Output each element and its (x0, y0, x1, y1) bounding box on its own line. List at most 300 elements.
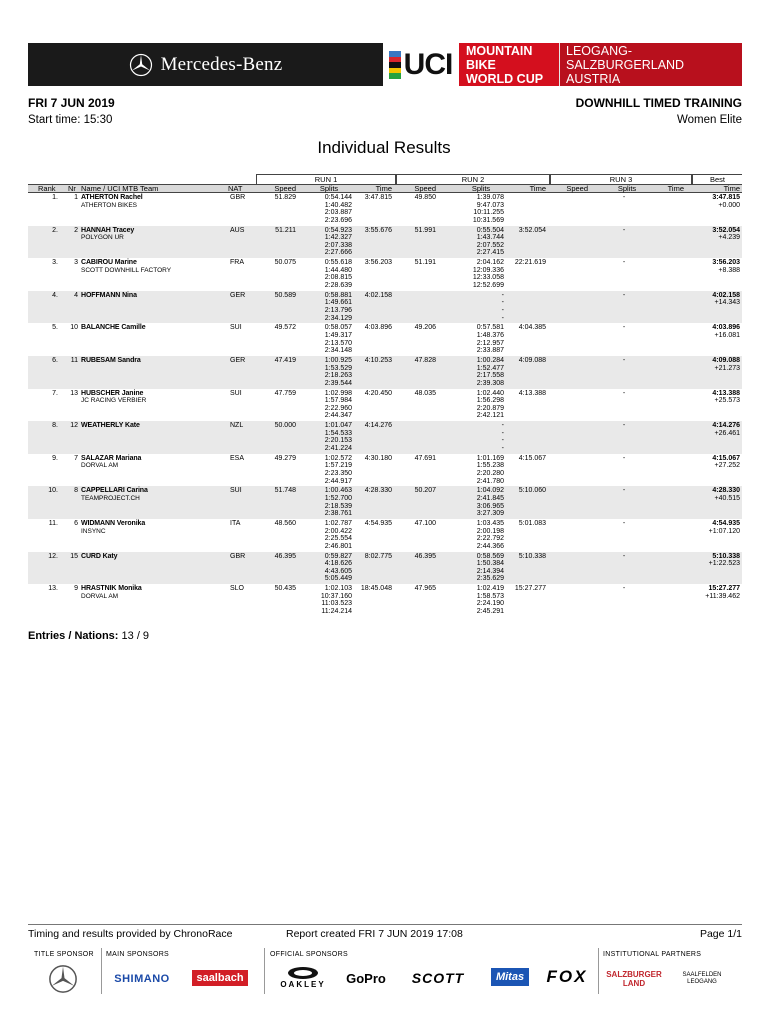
run1-splits-cell (304, 324, 352, 354)
saalbach-wordmark: saalbach (192, 970, 247, 986)
run1-splits-cell-line: 2:18.263 (324, 372, 352, 380)
best-time-cell (692, 487, 740, 502)
gap-to-leader: +1:07.120 (708, 527, 740, 535)
oakley-ellipse-icon (286, 966, 320, 980)
race-date: FRI 7 JUN 2019 (28, 96, 115, 110)
run1-splits-cell-line: 2:25.554 (324, 535, 352, 543)
run2-splits-cell-line: 0:58.569 (476, 552, 504, 560)
rider-cell (81, 390, 146, 405)
run2-time-cell: 5:10.060 (518, 487, 546, 495)
best-time-cell (692, 357, 740, 372)
run1-splits-cell-line: 1:57.219 (324, 462, 352, 470)
run2-splits-cell-line: 10:11.255 (473, 209, 504, 217)
run2-splits-cell (456, 259, 504, 289)
run2-splits-cell-line: 12:09.336 (472, 266, 504, 274)
rider-name: RUBESAM Sandra (81, 356, 141, 364)
saalfelden-leogang-logo: SAALFELDEN LEOGANG (682, 972, 722, 985)
run2-splits-cell-line: 2:20.280 (476, 469, 504, 477)
run3-splits-cell: - (622, 226, 626, 234)
sponsor-divider (598, 948, 599, 994)
run2-splits-cell-line: 2:17.558 (476, 372, 504, 380)
rider-cell (81, 357, 141, 365)
gap-to-leader: +27.252 (714, 462, 740, 470)
best-time-cell (692, 455, 740, 470)
run1-splits-cell-line: 4:43.605 (324, 567, 352, 575)
best-time: 4:15.067 (712, 454, 740, 462)
run2-splits-cell-line: 1:00.284 (476, 356, 504, 364)
run1-splits-cell-line: 2:34.148 (324, 347, 352, 355)
mercedes-footer-logo (46, 962, 80, 996)
col-time2: Time (529, 184, 546, 193)
run1-splits-cell-line: 11:03.523 (321, 600, 352, 608)
run2-splits-cell-line: 2:27.415 (476, 249, 504, 257)
rank-cell: 4. (52, 291, 58, 299)
run2-speed-cell: 48.035 (414, 389, 436, 397)
run2-splits-cell-line: 2:45.291 (476, 607, 504, 615)
best-time-cell (692, 585, 740, 600)
nation-cell: AUS (230, 226, 245, 234)
col-name: Name / UCI MTB Team (81, 184, 159, 193)
page-number: Page 1/1 (699, 928, 742, 940)
run2-splits-cell-line: 2:07.552 (476, 241, 504, 249)
run1-splits-cell-line: 2:34.129 (324, 314, 352, 322)
table-row (28, 258, 742, 291)
run2-splits-cell (456, 357, 504, 387)
mercedes-star-icon (129, 53, 153, 77)
run1-splits-cell-line: 0:55.618 (324, 259, 352, 267)
bib-number-cell: 10 (70, 324, 78, 332)
table-row (28, 486, 742, 519)
run2-splits-cell-line: 2:42.121 (476, 412, 504, 420)
run1-speed-cell: 51.211 (275, 226, 296, 234)
gap-to-leader: +11:39.462 (705, 592, 740, 600)
col-speed1: Speed (274, 184, 296, 193)
best-time: 3:56.203 (712, 259, 740, 267)
rider-cell (81, 227, 134, 242)
run2-splits-cell-line: 2:33.887 (476, 347, 504, 355)
run2-splits-cell-line: 0:55.504 (476, 226, 504, 234)
gap-to-leader: +26.461 (714, 429, 740, 437)
rider-name: BALANCHE Camille (81, 324, 146, 332)
run1-splits-cell (304, 357, 352, 387)
run2-splits-cell-line: 12:52.699 (472, 281, 504, 289)
run2-speed-cell: 47.828 (414, 356, 436, 364)
run2-time-cell: 3:52.054 (518, 226, 546, 234)
run1-splits-cell-line: 1:02.103 (324, 585, 352, 593)
run1-time-cell: 18:45.048 (360, 585, 392, 593)
col-best-time: Time (723, 184, 740, 193)
nation-cell: ITA (230, 519, 241, 527)
bib-number-cell: 7 (74, 454, 78, 462)
best-time: 4:02.158 (712, 291, 740, 299)
gap-to-leader: +1:22.523 (708, 560, 740, 568)
bib-number-cell: 15 (70, 552, 78, 560)
run3-splits-cell: - (622, 552, 626, 560)
header-banner (28, 43, 742, 86)
run1-speed-cell: 51.829 (274, 194, 296, 201)
run1-speed-cell: 51.748 (274, 487, 296, 495)
run1-splits-cell-line: 4:18.626 (324, 560, 352, 568)
run2-splits-cell-line: 2:12.957 (476, 339, 504, 347)
sponsor-divider (101, 948, 102, 994)
run1-splits-cell-line: 1:44.480 (324, 266, 352, 274)
nation-cell: GBR (230, 552, 246, 560)
team-name: DORVAL AM (81, 592, 119, 600)
rider-name: WIDMANN Veronika (81, 519, 146, 527)
run2-splits-cell-line: 1:04.092 (476, 487, 504, 495)
best-time-cell (692, 520, 740, 535)
mitas-logo (484, 966, 536, 988)
run1-splits-cell-line: 2:22.960 (324, 404, 352, 412)
run2-splits-cell (456, 487, 504, 517)
run1-splits-cell-line: 0:54.144 (324, 194, 352, 201)
table-row (28, 421, 742, 454)
run1-time-cell: 3:55.676 (364, 226, 392, 234)
run2-splits-cell-line: 1:03.435 (476, 519, 504, 527)
run2-splits-cell-line: 2:39.308 (476, 379, 504, 387)
run2-splits-cell-line: - (501, 299, 504, 307)
run3-splits-cell: - (622, 259, 626, 267)
run1-splits-cell-line: 2:46.801 (324, 542, 352, 550)
run1-splits-cell (304, 520, 352, 550)
run1-splits-cell-line: 0:54.923 (324, 226, 352, 234)
run1-time-cell: 4:02.158 (364, 291, 392, 299)
run1-splits-cell-line: 2:07.338 (324, 241, 352, 249)
run2-speed-cell: 47.965 (414, 585, 436, 593)
rider-name: SALAZAR Mariana (81, 454, 142, 462)
run2-splits-cell-line: 3:06.965 (476, 502, 504, 510)
run1-time-cell: 4:10.253 (364, 356, 392, 364)
team-name: TEAMPROJECT.CH (81, 494, 140, 502)
rank-cell: 10. (48, 487, 58, 495)
run2-splits-cell-line: 2:44.366 (476, 542, 504, 550)
rider-cell (81, 553, 117, 561)
run2-splits-cell-line: - (501, 422, 504, 430)
run2-time-cell: 4:13.388 (518, 389, 546, 397)
institutional-partners-label: INSTITUTIONAL PARTNERS (603, 951, 702, 958)
best-time-cell (692, 553, 740, 568)
run2-splits-cell-line: 2:22.792 (476, 535, 504, 543)
best-time: 4:54.935 (712, 519, 740, 527)
run2-splits-cell-line: 2:24.190 (476, 600, 504, 608)
uci-logo (383, 43, 459, 86)
run2-splits-cell-line: - (501, 444, 504, 452)
run1-splits-cell-line: 2:03.887 (324, 209, 352, 217)
report-created: Report created FRI 7 JUN 2019 17:08 (286, 928, 463, 940)
nation-cell: SLO (230, 585, 245, 593)
run2-splits-cell (456, 194, 504, 224)
run1-time-cell: 4:20.450 (364, 389, 392, 397)
bib-number-cell: 6 (74, 519, 78, 527)
run1-splits-cell-line: 2:20.153 (324, 437, 352, 445)
rider-cell (81, 455, 141, 470)
col-speed3: Speed (566, 184, 588, 193)
rider-name: CAPPELLARI Carina (81, 487, 148, 495)
gopro-logo: GoPro (346, 970, 386, 986)
table-row (28, 226, 742, 259)
oakley-logo (276, 962, 330, 992)
entries-value: 13 / 9 (121, 630, 150, 642)
nation-cell: FRA (230, 259, 244, 267)
run2-splits-cell-line: 2:00.198 (476, 527, 504, 535)
bib-number-cell: 11 (70, 356, 78, 364)
run1-splits-cell-line: 2:08.815 (324, 274, 352, 282)
run1-splits-cell-line: 2:41.224 (324, 444, 352, 452)
gap-to-leader: +25.573 (714, 397, 740, 405)
best-time-cell (692, 194, 740, 209)
nation-cell: SUI (230, 389, 242, 397)
run1-speed-cell: 47.759 (274, 389, 296, 397)
run3-splits-cell: - (622, 324, 626, 332)
run2-splits-cell-line: 1:02.440 (476, 389, 504, 397)
run1-speed-cell: 50.589 (274, 291, 296, 299)
rank-cell: 13. (48, 585, 58, 593)
run1-splits-cell-line: 2:27.666 (324, 249, 352, 257)
run1-splits-cell (304, 390, 352, 420)
run1-time-cell: 8:02.775 (364, 552, 392, 560)
run2-time-cell: 4:09.088 (518, 356, 546, 364)
run1-splits-cell-line: 1:49.661 (324, 299, 352, 307)
series-label (459, 43, 559, 86)
run1-splits-cell-line: 1:02.787 (324, 519, 352, 527)
fox-logo: FOX (546, 967, 588, 986)
rider-cell (81, 259, 171, 274)
run2-splits-cell (456, 324, 504, 354)
run2-time-cell: 4:04.385 (518, 324, 546, 332)
shimano-logo: SHIMANO (114, 973, 170, 985)
run2-splits-cell-line: - (501, 306, 504, 314)
run1-splits-cell-line: 1:53.529 (324, 364, 352, 372)
table-row (28, 193, 742, 226)
run1-time-cell: 4:28.330 (364, 487, 392, 495)
run1-splits-cell (304, 292, 352, 322)
run1-splits-cell-line: 2:23.350 (324, 469, 352, 477)
uci-wordmark: UCI (403, 47, 453, 81)
run1-splits-cell-line: 1:02.572 (324, 454, 352, 462)
run3-splits-cell: - (622, 291, 626, 299)
run1-splits-cell-line: 1:00.463 (324, 487, 352, 495)
bib-number-cell: 9 (74, 585, 78, 593)
run2-splits-cell (456, 292, 504, 322)
gap-to-leader: +16.081 (714, 331, 740, 339)
run2-speed-cell: 49.206 (414, 324, 436, 332)
run1-splits-cell-line: 10:37.160 (320, 592, 352, 600)
run1-speed-cell: 48.560 (274, 519, 296, 527)
document-title: Individual Results (317, 138, 451, 157)
best-time: 4:28.330 (712, 487, 740, 495)
run1-speed-cell: 46.395 (274, 552, 296, 560)
run1-splits-cell (304, 194, 352, 224)
run1-splits-cell-line: 1:57.984 (324, 397, 352, 405)
run2-splits-cell-line: 12:33.058 (472, 274, 504, 282)
gap-to-leader: +14.343 (714, 299, 740, 307)
run1-splits-cell-line: 2:39.544 (324, 379, 352, 387)
best-time: 4:03.896 (712, 324, 740, 332)
col-splits1: Splits (319, 184, 339, 193)
table-row (28, 356, 742, 389)
run2-splits-cell-line: 2:35.629 (476, 575, 504, 583)
team-name: ATHERTON BIKES (81, 201, 137, 209)
gap-to-leader: +4.239 (718, 234, 740, 242)
entries-summary (28, 630, 149, 642)
nation-cell: SUI (230, 487, 242, 495)
best-time: 4:13.388 (712, 389, 740, 397)
run2-speed-cell: 51.191 (414, 259, 436, 267)
title-sponsor-banner (28, 43, 383, 86)
team-name: POLYGON UR (81, 234, 124, 242)
run2-splits-cell-line: 10:31.569 (472, 216, 504, 224)
official-sponsors-label: OFFICIAL SPONSORS (270, 951, 348, 958)
table-row (28, 291, 742, 324)
series-line-1: MOUNTAIN BIKE (466, 43, 533, 72)
saalbach-logo (182, 968, 258, 988)
gap-to-leader: +40.515 (714, 494, 740, 502)
run1-splits-cell (304, 553, 352, 583)
nation-cell: GBR (230, 194, 246, 201)
run1-time-cell: 4:54.935 (364, 519, 392, 527)
run2-splits-cell (456, 227, 504, 257)
run3-splits-cell: - (622, 487, 626, 495)
run2-splits-cell-line: 1:55.238 (476, 462, 504, 470)
rank-cell: 12. (48, 552, 58, 560)
main-sponsors-label: MAIN SPONSORS (106, 951, 170, 958)
run2-group-label: RUN 2 (396, 174, 550, 184)
best-time: 3:52.054 (712, 226, 740, 234)
venue-line-2: AUSTRIA (566, 71, 621, 86)
run1-speed-cell: 50.435 (274, 585, 296, 593)
best-time-cell (692, 227, 740, 242)
rider-cell (81, 324, 146, 332)
run1-splits-cell-line: 2:28.639 (324, 281, 352, 289)
run2-splits-cell-line: - (501, 314, 504, 322)
run1-splits-cell-line: 2:18.539 (324, 502, 352, 510)
rider-cell (81, 422, 140, 430)
uci-rainbow-stripes (389, 51, 401, 79)
run2-splits-cell-line: 1:48.376 (476, 331, 504, 339)
rider-name: HUBSCHER Janine (81, 389, 144, 397)
rider-name: HANNAH Tracey (81, 226, 135, 234)
run1-splits-cell (304, 585, 352, 615)
run2-splits-cell-line: - (501, 429, 504, 437)
mercedes-wordmark: Mercedes-Benz (160, 53, 283, 75)
run3-splits-cell: - (622, 519, 626, 527)
run2-splits-cell (456, 520, 504, 550)
rank-cell: 8. (52, 422, 58, 430)
best-time-cell (692, 390, 740, 405)
run1-splits-cell-line: 2:13.570 (324, 339, 352, 347)
run2-time-cell: 4:15.067 (518, 454, 546, 462)
run2-splits-cell-line: - (501, 291, 504, 299)
best-time: 3:47.815 (712, 194, 740, 201)
table-row (28, 389, 742, 422)
run2-time-cell: 5:10.338 (518, 552, 546, 560)
bib-number-cell: 2 (74, 226, 78, 234)
bib-number-cell: 4 (74, 291, 78, 299)
best-time-cell (692, 324, 740, 339)
run1-splits-cell-line: 1:49.317 (324, 331, 352, 339)
run2-time-cell: 15:27.277 (514, 585, 546, 593)
col-time3: Time (667, 184, 684, 193)
rank-cell: 7. (52, 389, 58, 397)
run1-splits-cell-line: 1:40.482 (324, 201, 352, 209)
run1-splits-cell-line: 2:44.917 (324, 477, 352, 485)
col-splits3: Splits (617, 184, 637, 193)
run1-time-cell: 3:56.203 (364, 259, 392, 267)
run2-splits-cell-line: 1:58.573 (476, 592, 504, 600)
run2-splits-cell-line: 1:56.298 (476, 397, 504, 405)
venue-line-1: LEOGANG-SALZBURGERLAND (566, 43, 685, 72)
run1-splits-cell-line: 5:05.449 (324, 575, 352, 583)
run2-splits-cell-line: 0:57.581 (476, 324, 504, 332)
best-time: 15:27.277 (708, 585, 740, 593)
mercedes-logo (129, 53, 283, 77)
entries-label: Entries / Nations: (28, 630, 119, 642)
run2-splits-cell-line: 3:27.309 (476, 510, 504, 518)
run1-splits-cell-line: 1:52.700 (324, 494, 352, 502)
run3-splits-cell: - (622, 454, 626, 462)
run2-splits-cell-line: 2:41.780 (476, 477, 504, 485)
rider-cell (81, 585, 142, 600)
run1-splits-cell (304, 455, 352, 485)
gap-to-leader: +0.000 (718, 201, 740, 209)
run2-time-cell: 22:21.619 (514, 259, 546, 267)
table-row (28, 454, 742, 487)
table-row (28, 552, 742, 585)
run2-splits-cell-line: 2:20.879 (476, 404, 504, 412)
footer-divider (28, 924, 742, 925)
run2-speed-cell: 46.395 (414, 552, 436, 560)
run1-splits-cell (304, 422, 352, 452)
best-time-cell (692, 292, 740, 307)
run2-splits-cell-line: 1:52.477 (476, 364, 504, 372)
run2-splits-cell-line: - (501, 437, 504, 445)
rank-cell: 2. (52, 226, 58, 234)
rider-name: ATHERTON Rachel (81, 194, 143, 201)
run2-splits-cell-line: 1:50.384 (476, 560, 504, 568)
run2-speed-cell: 47.100 (414, 519, 436, 527)
run1-splits-cell-line: 1:54.533 (324, 429, 352, 437)
run2-speed-cell: 51.991 (414, 226, 436, 234)
run1-time-cell: 4:30.180 (364, 454, 392, 462)
run2-splits-cell-line: 1:43.744 (476, 234, 504, 242)
run3-splits-cell: - (622, 356, 626, 364)
run1-splits-cell-line: 1:42.327 (324, 234, 352, 242)
best-time: 4:14.276 (712, 422, 740, 430)
run2-splits-cell (456, 390, 504, 420)
oakley-wordmark: OAKLEY (280, 979, 326, 989)
run1-splits-cell (304, 487, 352, 517)
col-nat: NAT (228, 184, 243, 193)
best-time-cell (692, 422, 740, 437)
run1-splits-cell-line: 0:58.057 (324, 324, 352, 332)
rank-cell: 1. (52, 194, 58, 201)
results-table (28, 174, 742, 617)
run2-splits-cell-line: 2:14.394 (476, 567, 504, 575)
nation-cell: SUI (230, 324, 242, 332)
nation-cell: GER (230, 291, 246, 299)
run1-splits-cell-line: 2:38.761 (324, 510, 352, 518)
rider-cell (81, 292, 137, 300)
run2-splits-cell-line: 1:02.419 (476, 585, 504, 593)
rider-cell (81, 520, 145, 535)
rider-name: CABIROU Marine (81, 259, 137, 267)
series-line-2: WORLD CUP (466, 71, 544, 86)
run2-splits-cell-line: 9:47.073 (476, 201, 504, 209)
run1-splits-cell-line: 2:00.422 (324, 527, 352, 535)
col-nr: Nr (68, 184, 76, 193)
run1-time-cell: 4:03.896 (364, 324, 392, 332)
gap-to-leader: +8.388 (718, 266, 740, 274)
